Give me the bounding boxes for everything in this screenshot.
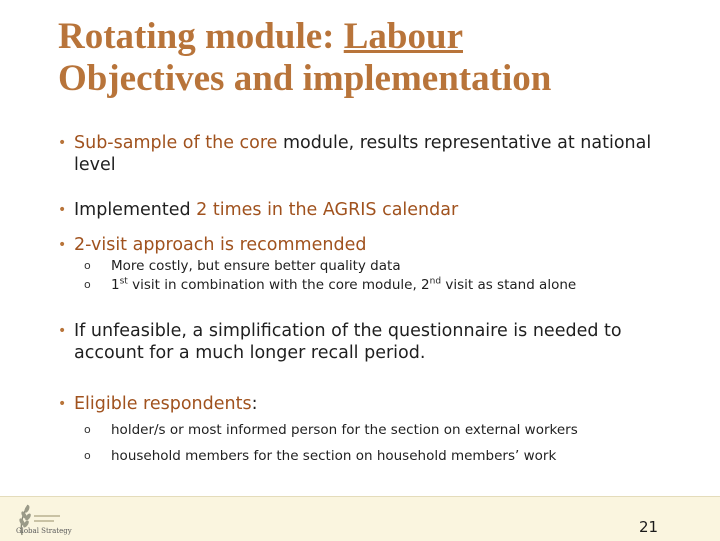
subitem-household [84, 447, 684, 465]
subitem-household-text: household members for the section on household members’ work [111, 448, 557, 464]
superscript-nd: nd [429, 276, 442, 287]
title-underlined-word: Labour [343, 16, 463, 57]
bullet-two-visit-text: 2-visit approach is recommended [74, 235, 367, 255]
bullet-dot: • [58, 202, 67, 218]
subitem-first-visit-mid: visit in combination with the core module, 2 [127, 277, 430, 293]
title-prefix: Rotating module: [58, 16, 344, 57]
subitem-holders-text: holder/s or most informed person for the section on external workers [111, 422, 578, 438]
sub-bullet-marker: o [84, 278, 91, 291]
bullet-dot: • [58, 396, 67, 412]
bullet-unfeasible-text: If unfeasible, a simplification of the questionnaire is needed to account for a much longer recall period. [74, 321, 622, 363]
sub-bullet-marker: o [84, 449, 91, 462]
bullet-sub-sample [58, 132, 678, 176]
logo-text: Global Strategy [16, 527, 72, 535]
subitem-first-visit-num: 1 [111, 277, 120, 293]
bullet-dot: • [58, 323, 67, 339]
superscript-st: st [119, 276, 128, 287]
subitem-first-visit [84, 276, 684, 294]
subitem-more-costly [84, 257, 684, 275]
subitem-more-costly-text: More costly, but ensure better quality data [111, 258, 401, 274]
page-number: 21 [639, 518, 659, 536]
slide-title [58, 16, 551, 100]
title-line2: Objectives and implementation [58, 58, 552, 99]
bullet-eligible-colon: : [251, 394, 258, 414]
bullet-two-visit [58, 234, 678, 256]
subitem-first-visit-end: visit as stand alone [441, 277, 577, 293]
bullet-implemented [58, 199, 678, 221]
sub-bullet-marker: o [84, 259, 91, 272]
bullet-unfeasible [58, 320, 678, 364]
sub-bullet-marker: o [84, 423, 91, 436]
bullet-eligible-highlight: Eligible respondents [74, 394, 252, 414]
bullet-eligible [58, 393, 678, 415]
subitem-holders [84, 421, 684, 439]
bullet-implemented-highlight: 2 times in the AGRIS calendar [196, 200, 459, 220]
bullet-dot: • [58, 237, 67, 253]
bullet-dot: • [58, 135, 67, 151]
bullet-sub-sample-rest: module, results representative at national level [74, 133, 652, 175]
bullet-sub-sample-highlight: Sub-sample of the core [74, 133, 283, 153]
bullet-implemented-lead: Implemented [74, 200, 197, 220]
slide-footer [0, 496, 720, 541]
